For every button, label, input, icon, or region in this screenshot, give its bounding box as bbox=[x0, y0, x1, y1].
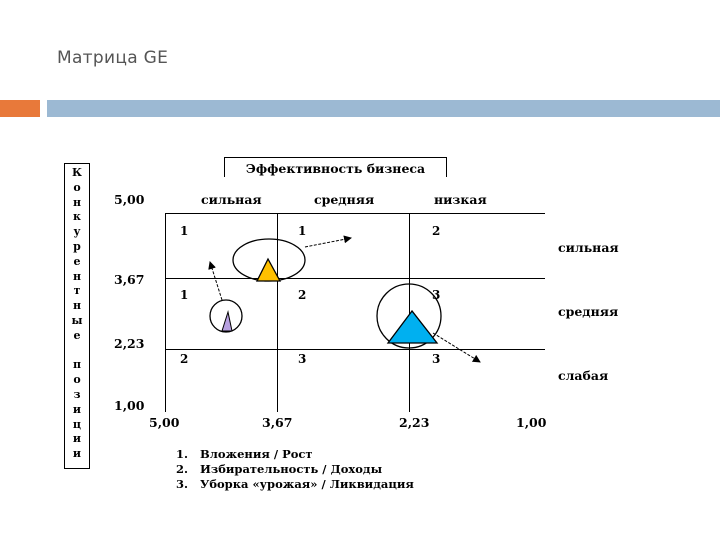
legend-number: 1. bbox=[176, 447, 189, 461]
vertical-letter: н bbox=[72, 299, 82, 313]
cell-strategy-number: 2 bbox=[180, 352, 189, 366]
row-label-weak: слабая bbox=[558, 368, 609, 383]
vertical-letter: о bbox=[73, 373, 81, 387]
vertical-letter: е bbox=[73, 254, 81, 268]
cell-strategy-number: 1 bbox=[298, 224, 307, 238]
vertical-letter: и bbox=[72, 432, 82, 446]
legend-item bbox=[176, 447, 414, 462]
row-label-medium: средняя bbox=[558, 304, 619, 319]
y-tick: 3,67 bbox=[114, 272, 145, 287]
vertical-letter: о bbox=[73, 180, 81, 194]
unit-arrow-small bbox=[210, 262, 222, 300]
slide-title: Матрица GE bbox=[57, 48, 169, 68]
x-tick: 2,23 bbox=[399, 415, 430, 430]
vertical-letter: т bbox=[73, 284, 81, 298]
column-label-medium: средняя bbox=[314, 192, 375, 207]
cell-strategy-number: 3 bbox=[298, 352, 307, 366]
vertical-letter: п bbox=[72, 358, 82, 372]
vertical-letter: к bbox=[73, 210, 81, 224]
legend-number: 2. bbox=[176, 462, 189, 476]
business-effectiveness-header: Эффективность бизнеса bbox=[224, 157, 447, 177]
column-label-strong: сильная bbox=[201, 192, 262, 207]
x-tick: 3,67 bbox=[262, 415, 293, 430]
x-tick: 1,00 bbox=[516, 415, 547, 430]
row-label-strong: сильная bbox=[558, 240, 619, 255]
unit-triangle-small bbox=[222, 312, 232, 331]
unit-arrow-large bbox=[433, 333, 480, 362]
vertical-letter: е bbox=[73, 328, 81, 342]
y-tick: 5,00 bbox=[114, 192, 145, 207]
vertical-letter: н bbox=[72, 195, 82, 209]
legend-item bbox=[176, 477, 414, 492]
cell-strategy-number: 3 bbox=[432, 288, 441, 302]
cell-strategy-number: 1 bbox=[180, 288, 189, 302]
y-tick: 2,23 bbox=[114, 336, 145, 351]
vertical-letter: и bbox=[72, 447, 82, 461]
cell-strategy-number: 1 bbox=[180, 224, 189, 238]
vertical-letter: р bbox=[73, 239, 81, 253]
vertical-letter: и bbox=[72, 402, 82, 416]
vertical-letter: ы bbox=[71, 313, 83, 327]
cell-strategy-number: 2 bbox=[432, 224, 441, 238]
cell-strategy-number: 3 bbox=[432, 352, 441, 366]
cell-strategy-number: 2 bbox=[298, 288, 307, 302]
legend-text: Избирательность / Доходы bbox=[200, 462, 383, 476]
vertical-letter: з bbox=[73, 387, 81, 401]
unit-triangle-large bbox=[388, 311, 437, 343]
vertical-letter: К bbox=[71, 166, 82, 179]
vertical-letter: у bbox=[73, 225, 81, 239]
x-tick: 5,00 bbox=[149, 415, 180, 430]
column-label-low: низкая bbox=[434, 192, 487, 207]
vertical-letter: н bbox=[72, 269, 82, 283]
strategy-legend bbox=[176, 447, 414, 492]
legend-item bbox=[176, 462, 414, 477]
legend-text: Вложения / Рост bbox=[200, 447, 313, 461]
unit-arrow-medium bbox=[305, 238, 351, 247]
legend-number: 3. bbox=[176, 477, 189, 491]
vertical-letter: ц bbox=[72, 417, 82, 431]
y-tick: 1,00 bbox=[114, 398, 145, 413]
unit-triangle-medium bbox=[257, 259, 280, 281]
legend-text: Уборка «урожая» / Ликвидация bbox=[200, 477, 414, 491]
